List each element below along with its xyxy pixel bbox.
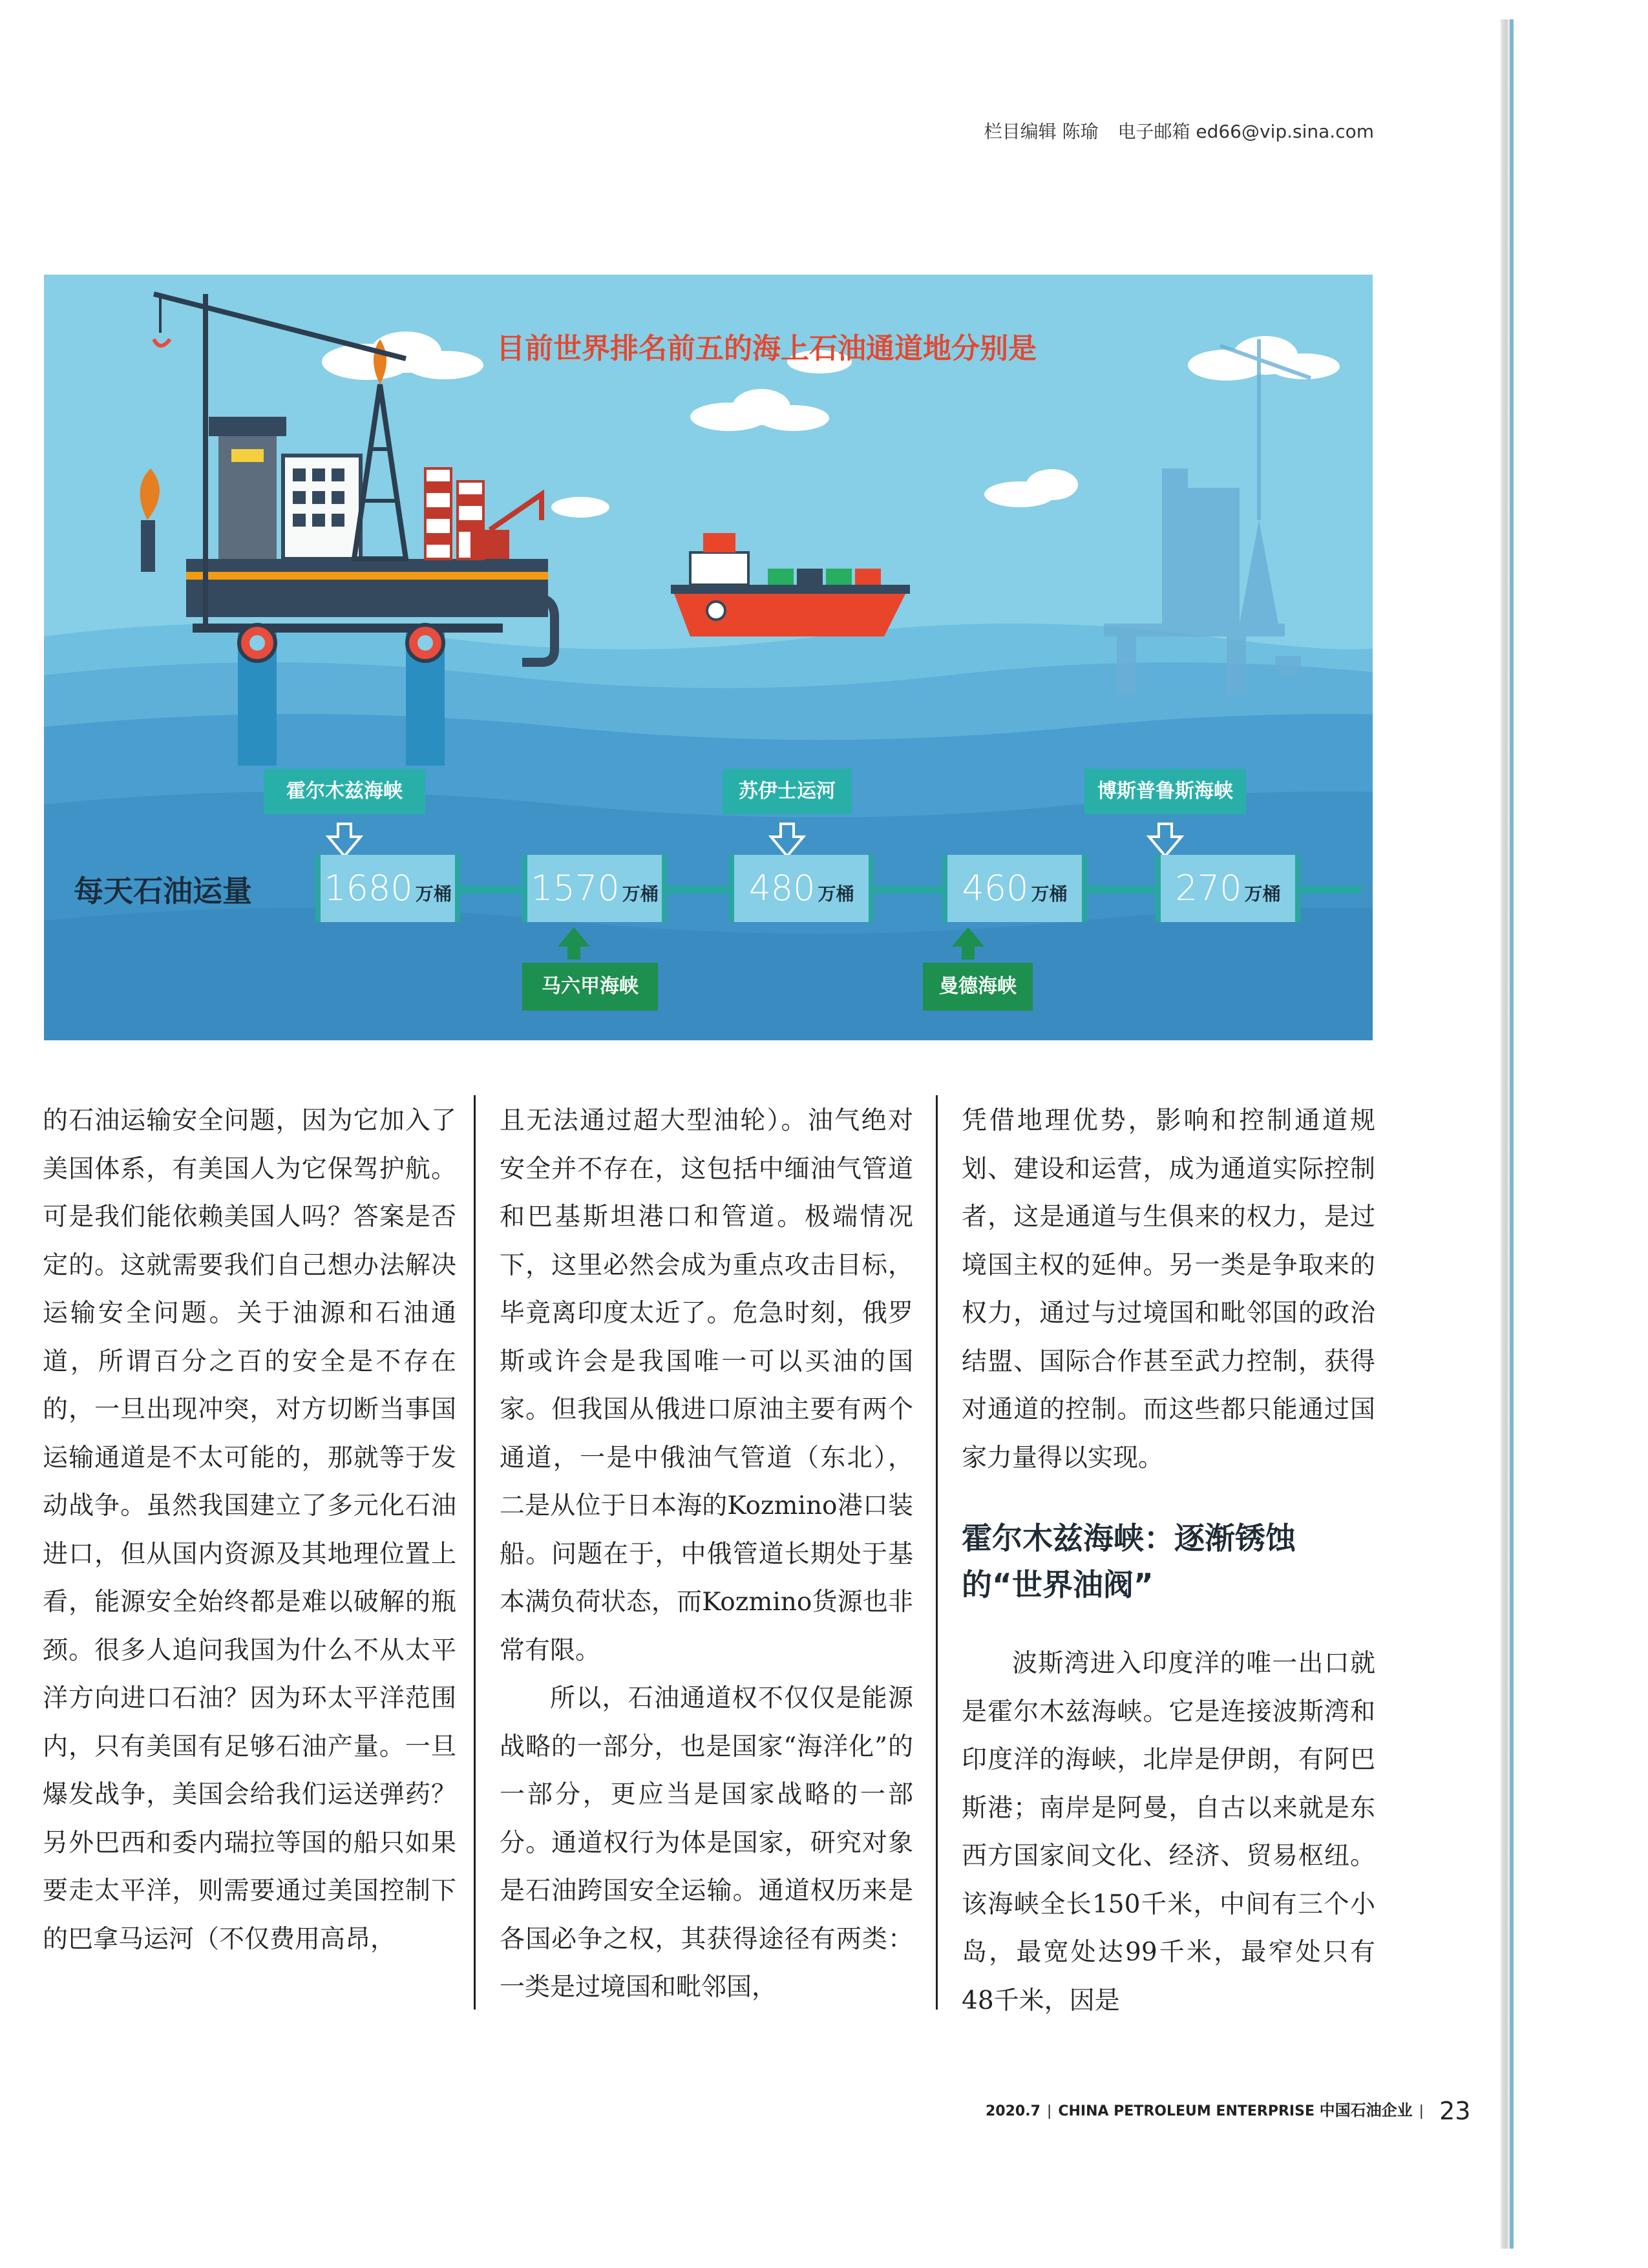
infographic-title: 目前世界排名前五的海上石油通道地分别是 xyxy=(496,332,1037,365)
column-divider xyxy=(936,1095,938,2010)
tanker-ship-icon xyxy=(671,533,910,636)
strait-label-suez: 苏伊士运河 xyxy=(723,769,852,814)
flow-unit: 万桶 xyxy=(622,883,659,905)
flow-unit: 万桶 xyxy=(415,883,452,905)
email-label: 电子邮箱 ed66@vip.sina.com xyxy=(1117,121,1374,142)
magazine-name-en: CHINA PETROLEUM ENTERPRISE xyxy=(1058,2103,1315,2119)
flow-value: 460 xyxy=(962,868,1029,908)
strait-label-bosporus: 博斯普鲁斯海峡 xyxy=(1084,769,1246,814)
paragraph: 所以，石油通道权不仅仅是能源战略的一部分，也是国家“海洋化”的一部分，更应当是国家战略的一部分。通道权行为体是国家，研究对象是石油跨国安全运输。通道权历来是各国必争之权，其获得途径有两类：一类是过境国和毗邻国， xyxy=(500,1684,913,2002)
column-divider xyxy=(474,1095,476,2010)
strait-label-malacca: 马六甲海峡 xyxy=(522,963,658,1011)
article-column-3 xyxy=(962,1097,1375,2025)
flow-value-box xyxy=(315,855,460,922)
flow-value-box xyxy=(522,855,667,922)
infographic-illustration xyxy=(44,275,1373,1040)
paragraph: 的石油运输安全问题，因为它加入了美国体系，有美国人为它保驾护航。可是我们能依赖美国人吗？答案是否定的。这就需要我们自己想办法解决运输安全问题。关于油源和石油通道，所谓百分之百的安全是不存在的，一旦出现冲突，对方切断当事国运输通道是不太可能的，那就等于发动战争。虽然我国建立了多元化石油进口，但从国内资源及其地理位置上看，能源安全始终都是难以破解的瓶颈。很多人追问我国为什么不从太平洋方向进口石油？因为环太平洋范围内，只有美国有足够石油产量。一旦爆发战争，美国会给我们运送弹药？另外巴西和委内瑞拉等国的船只如果要走太平洋，则需要通过美国控制下的巴拿马运河（不仅费用高昂， xyxy=(43,1106,456,1954)
strait-label-hormuz: 霍尔木兹海峡 xyxy=(264,769,425,814)
page-number: 23 xyxy=(1439,2097,1471,2125)
article-column-1 xyxy=(43,1097,456,1964)
paragraph: 且无法通过超大型油轮）。油气绝对安全并不存在，这包括中缅油气管道和巴基斯坦港口和管道。极端情况下，这里必然会成为重点攻击目标，毕竟离印度太近了。危急时刻，俄罗斯或许会是我国唯一可以买油的国家。但我国从俄进口原油主要有两个通道，一是中俄油气管道（东北），二是从位于日本海的Kozmino港口装船。问题在于，中俄管道长期处于基本满负荷状态，而Kozmino货源也非常有限。 xyxy=(500,1106,913,1665)
flow-value: 270 xyxy=(1175,868,1242,908)
flow-unit: 万桶 xyxy=(1244,883,1281,905)
flow-value: 1570 xyxy=(531,868,620,908)
strait-label-mandeb: 曼德海峡 xyxy=(923,963,1033,1011)
flow-value-box xyxy=(1156,855,1300,922)
page-edge-shadow xyxy=(1501,19,1510,2249)
daily-flow-label: 每天石油运量 xyxy=(74,874,252,908)
page-footer xyxy=(986,2097,1471,2125)
flow-value: 1680 xyxy=(324,868,413,908)
flow-value-box xyxy=(729,855,874,922)
section-heading: 霍尔木兹海峡：逐渐锈蚀的“世界油阀” xyxy=(962,1521,1296,1603)
oil-route-infographic xyxy=(44,275,1373,1040)
page-header xyxy=(965,118,1374,143)
article-column-2 xyxy=(500,1097,913,2012)
issue-number: 2020.7 xyxy=(986,2103,1041,2119)
footer-separator: | xyxy=(1419,2103,1424,2119)
page-edge-binding xyxy=(1510,19,1514,2249)
flow-unit: 万桶 xyxy=(1031,883,1068,905)
flow-value-box xyxy=(942,855,1087,922)
flow-value: 480 xyxy=(748,868,816,908)
footer-separator: | xyxy=(1046,2103,1052,2119)
paragraph: 凭借地理优势，影响和控制通道规划、建设和运营，成为通道实际控制者，这是通道与生俱来的权力，是过境国主权的延伸。另一类是争取来的权力，通过与过境国和毗邻国的政治结盟、国际合作甚至武力控制，获得对通道的控制。而这些都只能通过国家力量得以实现。 xyxy=(962,1106,1375,1473)
editor-label: 栏目编辑 陈瑜 xyxy=(984,121,1099,142)
flow-unit: 万桶 xyxy=(818,883,854,905)
paragraph: 波斯湾进入印度洋的唯一出口就是霍尔木兹海峡。它是连接波斯湾和印度洋的海峡，北岸是伊朗，有阿巴斯港；南岸是阿曼，自古以来就是东西方国家间文化、经济、贸易枢纽。该海峡全长150千米，中间有三个小岛，最宽处达99千米，最窄处只有48千米，因是 xyxy=(962,1649,1375,2015)
magazine-name-cn: 中国石油企业 xyxy=(1319,2101,1413,2119)
